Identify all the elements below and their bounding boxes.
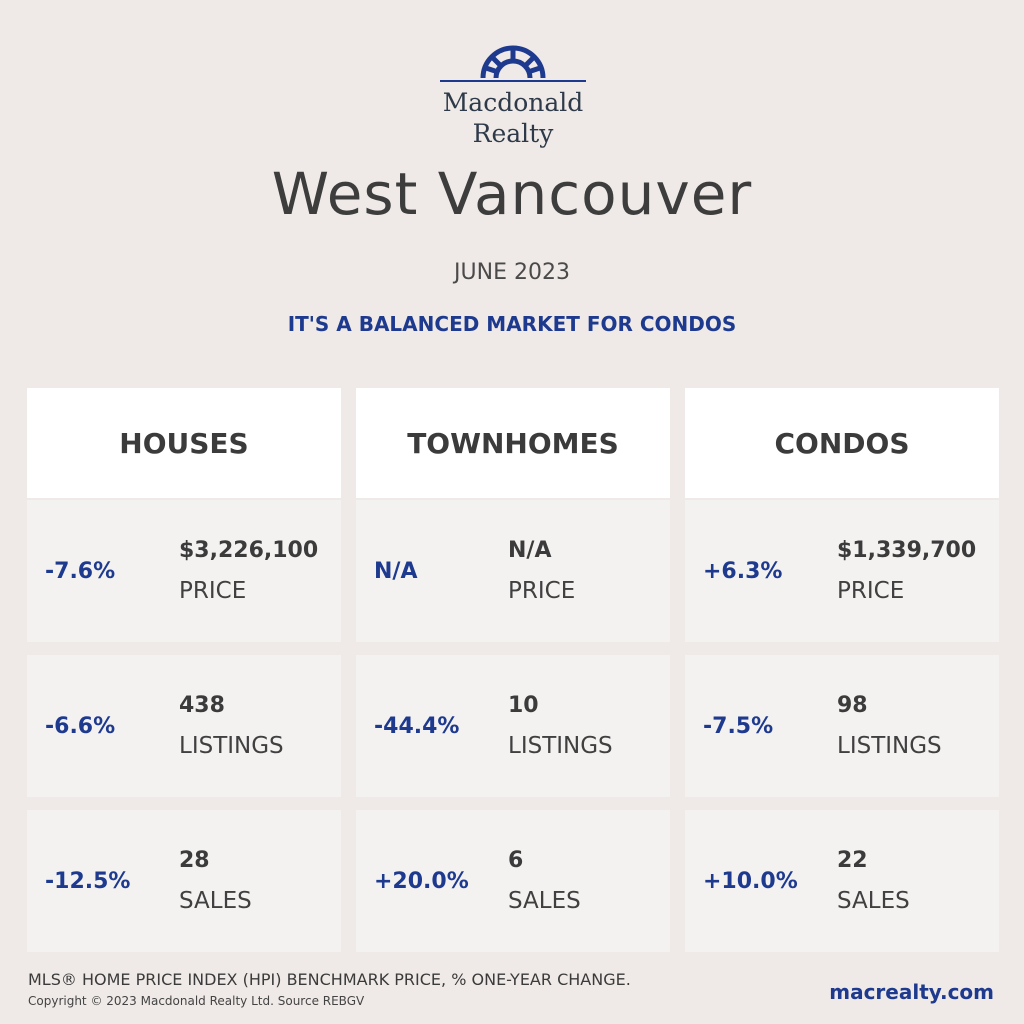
stat-value: $1,339,700 [837,538,977,563]
condos-price-card [685,500,999,642]
houses-sales-card [27,810,341,952]
stat-label: LISTINGS [508,733,613,759]
column-header-houses: HOUSES [27,388,341,498]
website-link[interactable]: macrealty.com [829,980,994,1004]
stat-label: SALES [508,888,581,914]
brand-logo [438,38,588,148]
houses-listings-card [27,655,341,797]
stat-value: 22 [837,848,868,873]
report-date: JUNE 2023 [454,260,570,285]
change-value: -7.6% [45,558,116,584]
stat-value: N/A [508,538,552,563]
stat-value: 28 [179,848,210,873]
stat-value: 438 [179,693,225,718]
change-value: -12.5% [45,868,131,894]
townhomes-sales-card [356,810,670,952]
stat-label: PRICE [179,578,247,604]
change-value: +6.3% [703,558,783,584]
copyright-text: Copyright © 2023 Macdonald Realty Ltd. Source REBGV [28,994,365,1008]
page-title: West Vancouver [271,160,753,228]
townhomes-price-card [356,500,670,642]
change-value: +20.0% [374,868,469,894]
condos-column [685,388,999,498]
column-header-condos: CONDOS [685,388,999,498]
market-headline: IT'S A BALANCED MARKET FOR CONDOS [287,312,737,336]
condos-listings-card [685,655,999,797]
stat-label: LISTINGS [837,733,942,759]
change-value: +10.0% [703,868,798,894]
brand-name-line2: Realty [472,119,554,148]
stat-label: PRICE [508,578,576,604]
townhomes-column [356,388,670,498]
brand-name-line1: Macdonald [442,88,584,117]
change-value: N/A [374,558,418,584]
logo-mark-icon [438,38,588,86]
change-value: -7.5% [703,713,774,739]
stat-value: 10 [508,693,539,718]
change-value: -44.4% [374,713,460,739]
stat-value: 6 [508,848,524,873]
change-value: -6.6% [45,713,116,739]
condos-sales-card [685,810,999,952]
houses-price-card [27,500,341,642]
footnote: MLS® HOME PRICE INDEX (HPI) BENCHMARK PRICE, % ONE-YEAR CHANGE. [28,970,631,989]
stat-label: PRICE [837,578,905,604]
houses-column [27,388,341,498]
townhomes-listings-card [356,655,670,797]
stat-value: 98 [837,693,868,718]
stat-label: SALES [179,888,252,914]
stat-value: $3,226,100 [179,538,319,563]
column-header-townhomes: TOWNHOMES [356,388,670,498]
stat-label: LISTINGS [179,733,284,759]
stat-label: SALES [837,888,910,914]
